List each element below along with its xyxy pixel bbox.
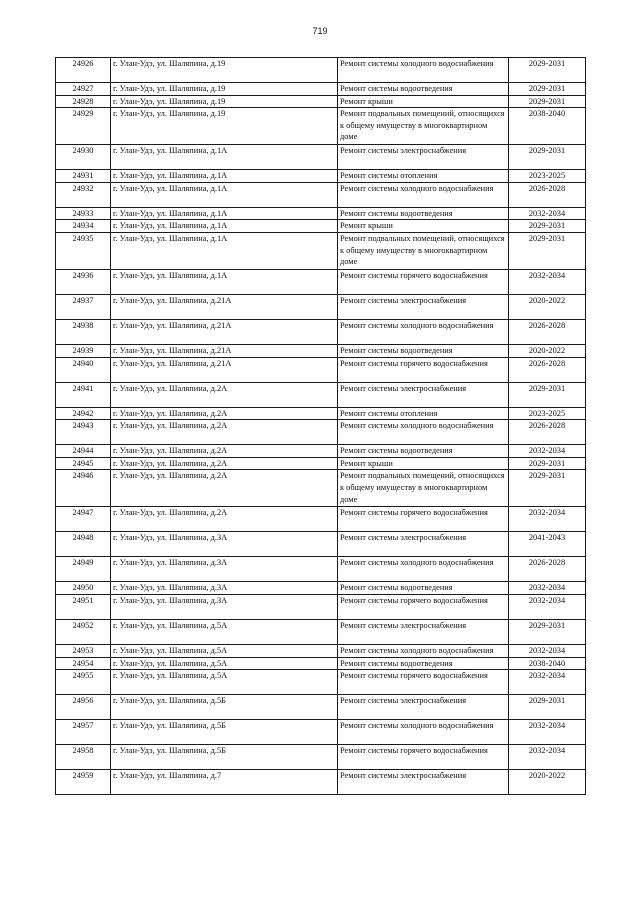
table-row: [56, 407, 586, 420]
address-cell: г. Улан-Удэ, ул. Шаляпина, д.19: [111, 83, 338, 96]
address-cell: г. Улан-Удэ, ул. Шаляпина, д.5Б: [111, 720, 338, 745]
period-cell: 2029-2031: [509, 457, 586, 470]
row-number-cell: 24946: [56, 470, 111, 507]
address-cell: г. Улан-Удэ, ул. Шаляпина, д.5Б: [111, 745, 338, 770]
work-type-cell: Ремонт системы отопления: [338, 170, 509, 183]
period-cell: 2032-2034: [509, 644, 586, 657]
row-number-cell: 24944: [56, 445, 111, 458]
table-row: [56, 507, 586, 532]
work-type-cell: Ремонт системы холодного водоснабжения: [338, 58, 509, 83]
table-row: [56, 670, 586, 695]
address-cell: г. Улан-Удэ, ул. Шаляпина, д.7: [111, 770, 338, 795]
table-row: [56, 770, 586, 795]
row-number-cell: 24933: [56, 207, 111, 220]
address-cell: г. Улан-Удэ, ул. Шаляпина, д.5А: [111, 670, 338, 695]
table-row: [56, 657, 586, 670]
period-cell: 2020-2022: [509, 294, 586, 319]
period-cell: 2026-2028: [509, 420, 586, 445]
table-row: [56, 344, 586, 357]
row-number-cell: 24930: [56, 145, 111, 170]
work-type-cell: Ремонт подвальных помещений, относящихся к общему имуществу в многоквартирном доме: [338, 470, 509, 507]
table-row: [56, 382, 586, 407]
work-type-cell: Ремонт системы холодного водоснабжения: [338, 720, 509, 745]
address-cell: г. Улан-Удэ, ул. Шаляпина, д.1А: [111, 182, 338, 207]
period-cell: 2032-2034: [509, 670, 586, 695]
period-cell: 2023-2025: [509, 407, 586, 420]
period-cell: 2029-2031: [509, 470, 586, 507]
row-number-cell: 24937: [56, 294, 111, 319]
period-cell: 2032-2034: [509, 445, 586, 458]
table-row: [56, 457, 586, 470]
row-number-cell: 24953: [56, 644, 111, 657]
row-number-cell: 24929: [56, 108, 111, 145]
table-row: [56, 83, 586, 96]
work-type-cell: Ремонт системы электроснабжения: [338, 770, 509, 795]
period-cell: 2032-2034: [509, 720, 586, 745]
period-cell: 2032-2034: [509, 207, 586, 220]
table-row: [56, 357, 586, 382]
period-cell: 2029-2031: [509, 619, 586, 644]
period-cell: 2032-2034: [509, 745, 586, 770]
table-row: [56, 582, 586, 595]
row-number-cell: 24939: [56, 344, 111, 357]
period-cell: 2029-2031: [509, 382, 586, 407]
address-cell: г. Улан-Удэ, ул. Шаляпина, д.2А: [111, 420, 338, 445]
work-type-cell: Ремонт системы холодного водоснабжения: [338, 420, 509, 445]
row-number-cell: 24956: [56, 695, 111, 720]
address-cell: г. Улан-Удэ, ул. Шаляпина, д.21А: [111, 357, 338, 382]
work-type-cell: Ремонт системы электроснабжения: [338, 695, 509, 720]
row-number-cell: 24938: [56, 319, 111, 344]
row-number-cell: 24935: [56, 232, 111, 269]
row-number-cell: 24947: [56, 507, 111, 532]
work-type-cell: Ремонт системы горячего водоснабжения: [338, 594, 509, 619]
table-row: [56, 95, 586, 108]
work-type-cell: Ремонт системы холодного водоснабжения: [338, 644, 509, 657]
work-type-cell: Ремонт системы водоотведения: [338, 657, 509, 670]
period-cell: 2026-2028: [509, 557, 586, 582]
address-cell: г. Улан-Удэ, ул. Шаляпина, д.3А: [111, 532, 338, 557]
address-cell: г. Улан-Удэ, ул. Шаляпина, д.21А: [111, 319, 338, 344]
work-type-cell: Ремонт системы водоотведения: [338, 83, 509, 96]
period-cell: 2029-2031: [509, 58, 586, 83]
address-cell: г. Улан-Удэ, ул. Шаляпина, д.19: [111, 58, 338, 83]
work-type-cell: Ремонт подвальных помещений, относящихся к общему имуществу в многоквартирном доме: [338, 232, 509, 269]
period-cell: 2026-2028: [509, 357, 586, 382]
work-type-cell: Ремонт системы электроснабжения: [338, 619, 509, 644]
table-row: [56, 557, 586, 582]
address-cell: г. Улан-Удэ, ул. Шаляпина, д.5А: [111, 657, 338, 670]
table-body: [56, 58, 586, 795]
row-number-cell: 24941: [56, 382, 111, 407]
table-row: [56, 294, 586, 319]
address-cell: г. Улан-Удэ, ул. Шаляпина, д.1А: [111, 220, 338, 233]
row-number-cell: 24943: [56, 420, 111, 445]
period-cell: 2029-2031: [509, 83, 586, 96]
address-cell: г. Улан-Удэ, ул. Шаляпина, д.1А: [111, 207, 338, 220]
row-number-cell: 24959: [56, 770, 111, 795]
address-cell: г. Улан-Удэ, ул. Шаляпина, д.2А: [111, 382, 338, 407]
work-type-cell: Ремонт системы водоотведения: [338, 582, 509, 595]
table-row: [56, 745, 586, 770]
period-cell: 2026-2028: [509, 319, 586, 344]
table-row: [56, 319, 586, 344]
work-type-cell: Ремонт системы электроснабжения: [338, 294, 509, 319]
work-type-cell: Ремонт системы электроснабжения: [338, 145, 509, 170]
row-number-cell: 24952: [56, 619, 111, 644]
address-cell: г. Улан-Удэ, ул. Шаляпина, д.3А: [111, 582, 338, 595]
table-row: [56, 269, 586, 294]
address-cell: г. Улан-Удэ, ул. Шаляпина, д.2А: [111, 457, 338, 470]
row-number-cell: 24955: [56, 670, 111, 695]
work-type-cell: Ремонт системы горячего водоснабжения: [338, 745, 509, 770]
work-type-cell: Ремонт системы водоотведения: [338, 445, 509, 458]
address-cell: г. Улан-Удэ, ул. Шаляпина, д.2А: [111, 470, 338, 507]
work-type-cell: Ремонт системы холодного водоснабжения: [338, 557, 509, 582]
work-type-cell: Ремонт системы холодного водоснабжения: [338, 319, 509, 344]
row-number-cell: 24948: [56, 532, 111, 557]
row-number-cell: 24949: [56, 557, 111, 582]
row-number-cell: 24932: [56, 182, 111, 207]
work-type-cell: Ремонт крыши: [338, 95, 509, 108]
repair-schedule-table: [55, 57, 586, 795]
table-row: [56, 532, 586, 557]
table-row: [56, 619, 586, 644]
page-number: 719: [312, 26, 328, 36]
row-number-cell: 24936: [56, 269, 111, 294]
work-type-cell: Ремонт системы водоотведения: [338, 344, 509, 357]
period-cell: 2038-2040: [509, 108, 586, 145]
period-cell: 2041-2043: [509, 532, 586, 557]
address-cell: г. Улан-Удэ, ул. Шаляпина, д.5Б: [111, 695, 338, 720]
work-type-cell: Ремонт крыши: [338, 220, 509, 233]
table-row: [56, 720, 586, 745]
table-row: [56, 445, 586, 458]
row-number-cell: 24926: [56, 58, 111, 83]
period-cell: 2020-2022: [509, 770, 586, 795]
work-type-cell: Ремонт системы электроснабжения: [338, 382, 509, 407]
row-number-cell: 24940: [56, 357, 111, 382]
period-cell: 2032-2034: [509, 269, 586, 294]
table-row: [56, 420, 586, 445]
work-type-cell: Ремонт системы горячего водоснабжения: [338, 507, 509, 532]
table-row: [56, 470, 586, 507]
address-cell: г. Улан-Удэ, ул. Шаляпина, д.1А: [111, 232, 338, 269]
table-row: [56, 594, 586, 619]
address-cell: г. Улан-Удэ, ул. Шаляпина, д.3А: [111, 557, 338, 582]
work-type-cell: Ремонт системы горячего водоснабжения: [338, 670, 509, 695]
work-type-cell: Ремонт подвальных помещений, относящихся к общему имуществу в многоквартирном доме: [338, 108, 509, 145]
row-number-cell: 24945: [56, 457, 111, 470]
period-cell: 2029-2031: [509, 145, 586, 170]
work-type-cell: Ремонт системы отопления: [338, 407, 509, 420]
work-type-cell: Ремонт крыши: [338, 457, 509, 470]
row-number-cell: 24931: [56, 170, 111, 183]
row-number-cell: 24958: [56, 745, 111, 770]
address-cell: г. Улан-Удэ, ул. Шаляпина, д.5А: [111, 644, 338, 657]
period-cell: 2020-2022: [509, 344, 586, 357]
table-row: [56, 232, 586, 269]
table-row: [56, 170, 586, 183]
table-row: [56, 207, 586, 220]
row-number-cell: 24957: [56, 720, 111, 745]
row-number-cell: 24942: [56, 407, 111, 420]
address-cell: г. Улан-Удэ, ул. Шаляпина, д.21А: [111, 344, 338, 357]
work-type-cell: Ремонт системы холодного водоснабжения: [338, 182, 509, 207]
period-cell: 2023-2025: [509, 170, 586, 183]
row-number-cell: 24928: [56, 95, 111, 108]
table-row: [56, 220, 586, 233]
address-cell: г. Улан-Удэ, ул. Шаляпина, д.1А: [111, 145, 338, 170]
address-cell: г. Улан-Удэ, ул. Шаляпина, д.2А: [111, 445, 338, 458]
work-type-cell: Ремонт системы горячего водоснабжения: [338, 269, 509, 294]
period-cell: 2029-2031: [509, 695, 586, 720]
row-number-cell: 24927: [56, 83, 111, 96]
table-row: [56, 695, 586, 720]
row-number-cell: 24954: [56, 657, 111, 670]
period-cell: 2032-2034: [509, 582, 586, 595]
address-cell: г. Улан-Удэ, ул. Шаляпина, д.19: [111, 95, 338, 108]
period-cell: 2032-2034: [509, 507, 586, 532]
table-row: [56, 108, 586, 145]
address-cell: г. Улан-Удэ, ул. Шаляпина, д.1А: [111, 170, 338, 183]
period-cell: 2029-2031: [509, 232, 586, 269]
table-row: [56, 58, 586, 83]
period-cell: 2029-2031: [509, 95, 586, 108]
period-cell: 2026-2028: [509, 182, 586, 207]
period-cell: 2032-2034: [509, 594, 586, 619]
address-cell: г. Улан-Удэ, ул. Шаляпина, д.2А: [111, 507, 338, 532]
address-cell: г. Улан-Удэ, ул. Шаляпина, д.2А: [111, 407, 338, 420]
work-type-cell: Ремонт системы горячего водоснабжения: [338, 357, 509, 382]
table-row: [56, 644, 586, 657]
table-row: [56, 145, 586, 170]
address-cell: г. Улан-Удэ, ул. Шаляпина, д.1А: [111, 269, 338, 294]
period-cell: 2029-2031: [509, 220, 586, 233]
row-number-cell: 24951: [56, 594, 111, 619]
work-type-cell: Ремонт системы водоотведения: [338, 207, 509, 220]
address-cell: г. Улан-Удэ, ул. Шаляпина, д.3А: [111, 594, 338, 619]
address-cell: г. Улан-Удэ, ул. Шаляпина, д.21А: [111, 294, 338, 319]
row-number-cell: 24934: [56, 220, 111, 233]
address-cell: г. Улан-Удэ, ул. Шаляпина, д.19: [111, 108, 338, 145]
work-type-cell: Ремонт системы электроснабжения: [338, 532, 509, 557]
table-row: [56, 182, 586, 207]
address-cell: г. Улан-Удэ, ул. Шаляпина, д.5А: [111, 619, 338, 644]
period-cell: 2038-2040: [509, 657, 586, 670]
row-number-cell: 24950: [56, 582, 111, 595]
